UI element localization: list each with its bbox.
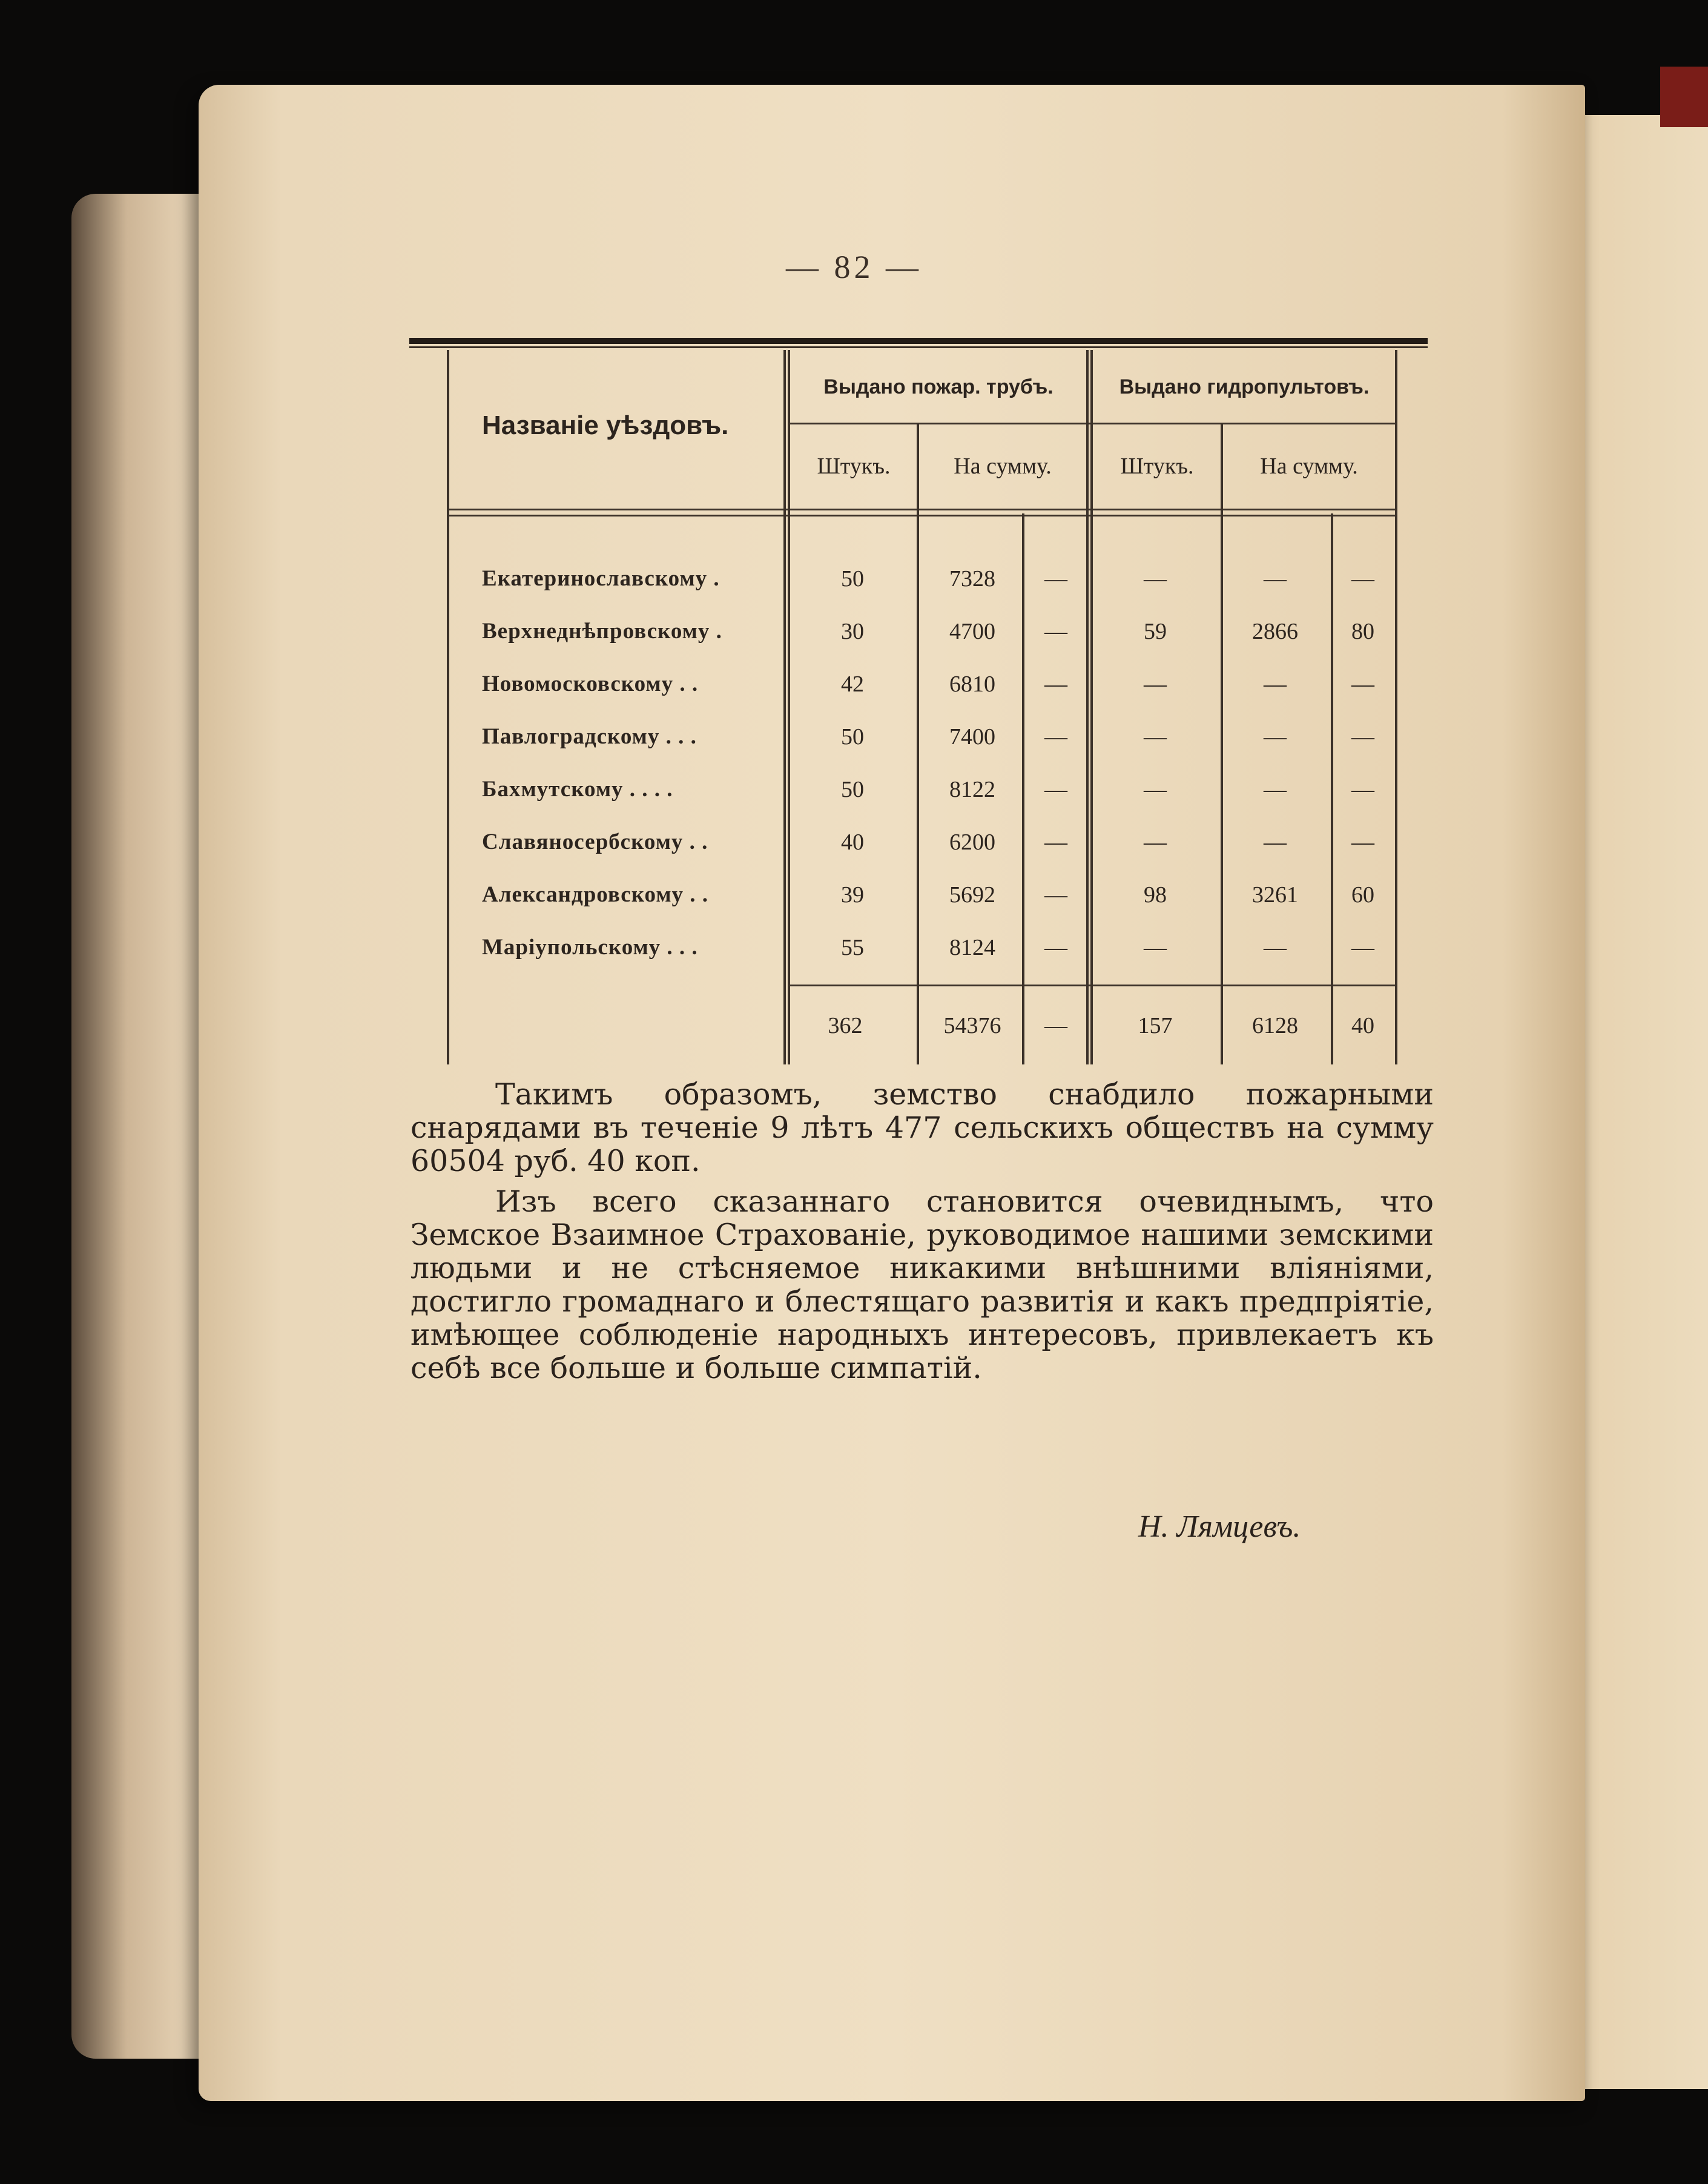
cell: — [1351, 724, 1374, 750]
cell: — [1144, 671, 1167, 697]
table-border-left [447, 350, 449, 1064]
table-divider [788, 350, 790, 1064]
row-label: Маріупольскому . . . [482, 935, 698, 960]
row-label: Екатеринославскому . [482, 566, 720, 591]
table-top-rule [409, 338, 1428, 344]
cell: 50 [841, 724, 864, 750]
cell: 39 [841, 882, 864, 908]
row-label: Александровскому . . [482, 882, 709, 907]
header-pumps-sum: На сумму. [954, 454, 1052, 479]
cell: 55 [841, 935, 864, 960]
cell: — [1264, 724, 1287, 750]
cell: 98 [1144, 882, 1167, 908]
cell: 40 [841, 830, 864, 855]
table-top-rule-thin [409, 346, 1428, 348]
total-cell: 54376 [943, 1013, 1001, 1038]
header-fire-pumps: Выдано пожар. трубъ. [823, 375, 1053, 398]
author-signature: Н. Лямцевъ. [1138, 1509, 1301, 1544]
total-cell: 362 [828, 1013, 863, 1038]
cell: — [1264, 566, 1287, 592]
cell: — [1144, 566, 1167, 592]
cell: — [1044, 830, 1067, 855]
cell: 8122 [949, 777, 995, 802]
header-pumps-count: Штукъ. [817, 454, 891, 479]
cell: 50 [841, 777, 864, 802]
cell: — [1144, 777, 1167, 802]
cell: — [1044, 566, 1067, 592]
header-hydropults-sum: На сумму. [1260, 454, 1358, 479]
cell: — [1351, 566, 1374, 592]
cell: 6200 [949, 830, 995, 855]
book-cover-edge [1660, 67, 1708, 127]
cell: — [1044, 619, 1067, 644]
cell: — [1351, 830, 1374, 855]
cell: — [1351, 935, 1374, 960]
cell: 59 [1144, 619, 1167, 644]
page-number: — 82 — [786, 249, 922, 285]
cell: 50 [841, 566, 864, 592]
cell: — [1144, 830, 1167, 855]
cell: — [1264, 671, 1287, 697]
cell: 60 [1351, 882, 1374, 908]
cell: — [1351, 777, 1374, 802]
row-label: Новомосковскому . . [482, 671, 699, 696]
cell: — [1044, 935, 1067, 960]
table-divider [783, 350, 786, 1064]
body-text [411, 1078, 1434, 1385]
cell: — [1264, 935, 1287, 960]
total-cell: — [1044, 1013, 1067, 1038]
cell: — [1044, 777, 1067, 802]
cell: 7400 [949, 724, 995, 750]
header-district-name: Названіе уѣздовъ. [482, 411, 729, 440]
cell: — [1044, 671, 1067, 697]
cell: 6810 [949, 671, 995, 697]
cell: — [1144, 935, 1167, 960]
cell: 7328 [949, 566, 995, 592]
cell: 4700 [949, 619, 995, 644]
cell: 2866 [1252, 619, 1298, 644]
cell: 30 [841, 619, 864, 644]
row-label: Павлоградскому . . . [482, 724, 697, 749]
cell: — [1264, 830, 1287, 855]
cell: — [1144, 724, 1167, 750]
total-cell: 40 [1351, 1013, 1374, 1038]
header-hydropults: Выдано гидропультовъ. [1119, 375, 1370, 398]
cell: — [1044, 882, 1067, 908]
cell: 5692 [949, 882, 995, 908]
cell: 42 [841, 671, 864, 697]
total-cell: 157 [1138, 1013, 1173, 1038]
totals-rule [788, 985, 1395, 986]
cell: 3261 [1252, 882, 1298, 908]
header-bottom-rule [447, 509, 1395, 510]
cell: 80 [1351, 619, 1374, 644]
cell: — [1264, 777, 1287, 802]
header-hydropults-count: Штукъ. [1120, 454, 1194, 479]
row-label: Бахмутскому . . . . [482, 777, 673, 802]
cell: 8124 [949, 935, 995, 960]
header-bottom-rule [447, 515, 1395, 516]
row-label: Славяносербскому . . [482, 830, 708, 854]
statistics-table [409, 338, 1428, 1064]
cell: — [1351, 671, 1374, 697]
cell: — [1044, 724, 1067, 750]
paragraph: Такимъ образомъ, земство снабдило пожарными снарядами въ теченіе 9 лѣтъ 477 сельскихъ обществъ на сумму 60504 руб. 40 коп. [411, 1077, 1434, 1178]
row-label: Верхнеднѣпровскому . [482, 619, 722, 644]
total-cell: 6128 [1252, 1013, 1298, 1038]
header-divider [788, 423, 1395, 424]
paragraph: Изъ всего сказаннаго становится очевиднымъ, что Земское Взаимное Страхованіе, руководимое нашими земскими людьми и не стѣсняемое никакими внѣшними вліяніями, достигло громаднаго и блестящаго развитія и какъ предпріятіе, имѣющее соблюденіе народныхъ интересовъ, привлекаетъ къ себѣ все больше и больше симпатій. [411, 1184, 1434, 1385]
